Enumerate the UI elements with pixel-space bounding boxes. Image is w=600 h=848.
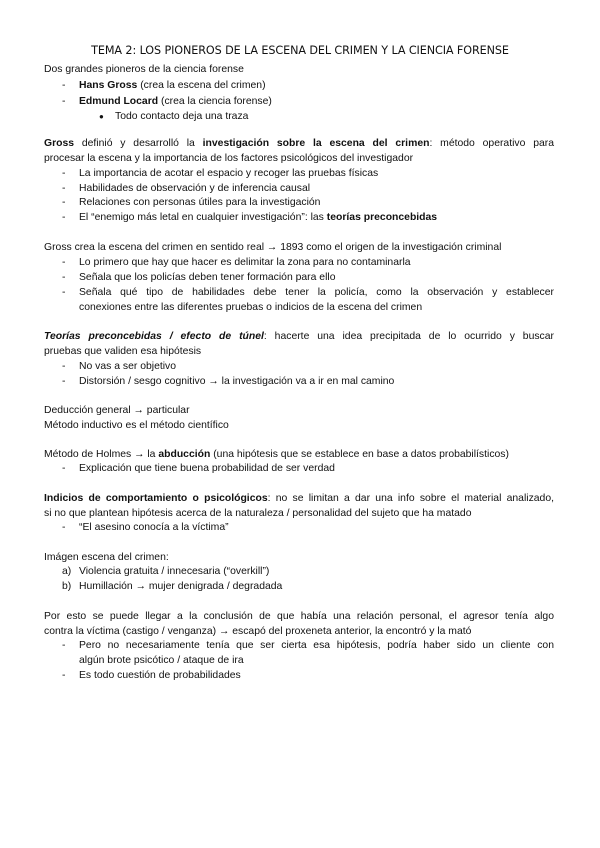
list-item: Explicación que tiene buena probabilidad de ser verdad <box>79 463 335 474</box>
paragraph-line: Gross crea la escena del crimen en sentido real → 1893 como el origen de la investigación criminal <box>44 242 502 253</box>
bullet-dash: - <box>62 463 66 474</box>
bullet-dot: ● <box>99 112 104 121</box>
paragraph-line: pruebas que validen esa hipótesis <box>44 346 202 357</box>
list-item: Distorsión / sesgo cognitivo → la investigación va a ir en mal camino <box>79 376 395 387</box>
list-item: Lo primero que hay que hacer es delimitar la zona para no contaminarla <box>79 257 411 268</box>
list-item: “El asesino conocía a la víctima” <box>79 522 229 533</box>
list-item: Pero no necesariamente tenía que ser cierta esa hipótesis, podría haber sido un cliente con <box>79 640 554 651</box>
list-item: Señala que los policías deben tener formación para ello <box>79 272 336 283</box>
paragraph-line: Teorías preconcebidas / efecto de túnel: hacerte una idea precipitada de lo ocurrido y buscar <box>44 331 554 342</box>
list-item: Edmund Locard (crea la ciencia forense) <box>79 96 272 107</box>
paragraph-line: contra la víctima (castigo / venganza) → escapó del proxeneta anterior, la encontró y la mató <box>44 626 472 637</box>
list-item: No vas a ser objetivo <box>79 361 177 372</box>
paragraph-line: Deducción general → particular <box>44 405 190 416</box>
list-item: Hans Gross (crea la escena del crimen) <box>79 80 266 91</box>
bullet-dash: - <box>62 287 66 298</box>
paragraph-line: procesar la escena y la importancia de los factores psicológicos del investigador <box>44 153 414 164</box>
paragraph-line: Gross definió y desarrolló la investigación sobre la escena del crimen: método operativo para <box>44 138 554 149</box>
list-item: Relaciones con personas útiles para la investigación <box>79 197 321 208</box>
page-title: TEMA 2: LOS PIONEROS DE LA ESCENA DEL CRIMEN Y LA CIENCIA FORENSE <box>91 44 509 57</box>
list-item: Habilidades de observación y de inferencia causal <box>79 183 311 194</box>
list-item: La importancia de acotar el espacio y recoger las pruebas físicas <box>79 168 379 179</box>
bullet-dash: - <box>62 96 66 107</box>
list-marker: a) <box>62 566 72 577</box>
bullet-dash: - <box>62 183 66 194</box>
paragraph-line: Por esto se puede llegar a la conclusión de que había una relación personal, el agresor tenía algo <box>44 611 554 622</box>
bullet-dash: - <box>62 272 66 283</box>
bullet-dash: - <box>62 168 66 179</box>
paragraph-line: Método de Holmes → la abducción (una hipótesis que se establece en base a datos probabilísticos) <box>44 449 509 460</box>
bullet-dash: - <box>62 197 66 208</box>
list-item: Señala qué tipo de habilidades debe tener la policía, como la observación y establecer <box>79 287 554 298</box>
list-item-continuation: conexiones entre las diferentes pruebas o indicios de la escena del crimen <box>79 302 423 313</box>
bullet-dash: - <box>62 376 66 387</box>
list-item: Violencia gratuita / innecesaria (“overkill”) <box>79 566 270 577</box>
bullet-dash: - <box>62 212 66 223</box>
list-item: Humillación → mujer denigrada / degradada <box>79 581 283 592</box>
bullet-dash: - <box>62 257 66 268</box>
bullet-dash: - <box>62 522 66 533</box>
bullet-dash: - <box>62 80 66 91</box>
list-subitem: Todo contacto deja una traza <box>115 111 249 122</box>
list-marker: b) <box>62 581 72 592</box>
paragraph-line: Método inductivo es el método científico <box>44 420 229 431</box>
paragraph-line: Imágen escena del crimen: <box>44 552 169 563</box>
bullet-dash: - <box>62 670 66 681</box>
list-item-continuation: algún brote psicótico / ataque de ira <box>79 655 244 666</box>
bullet-dash: - <box>62 361 66 372</box>
list-item: El “enemigo más letal en cualquier investigación”: las teorías preconcebidas <box>79 212 438 223</box>
intro-line: Dos grandes pioneros de la ciencia forense <box>44 64 244 75</box>
paragraph-line: Indicios de comportamiento o psicológicos: no se limitan a dar una info sobre el material analizado, <box>44 493 554 504</box>
list-item: Es todo cuestión de probabilidades <box>79 670 241 681</box>
paragraph-line: si no que plantean hipótesis acerca de la naturaleza / personalidad del sujeto que ha matado <box>44 508 472 519</box>
bullet-dash: - <box>62 640 66 651</box>
